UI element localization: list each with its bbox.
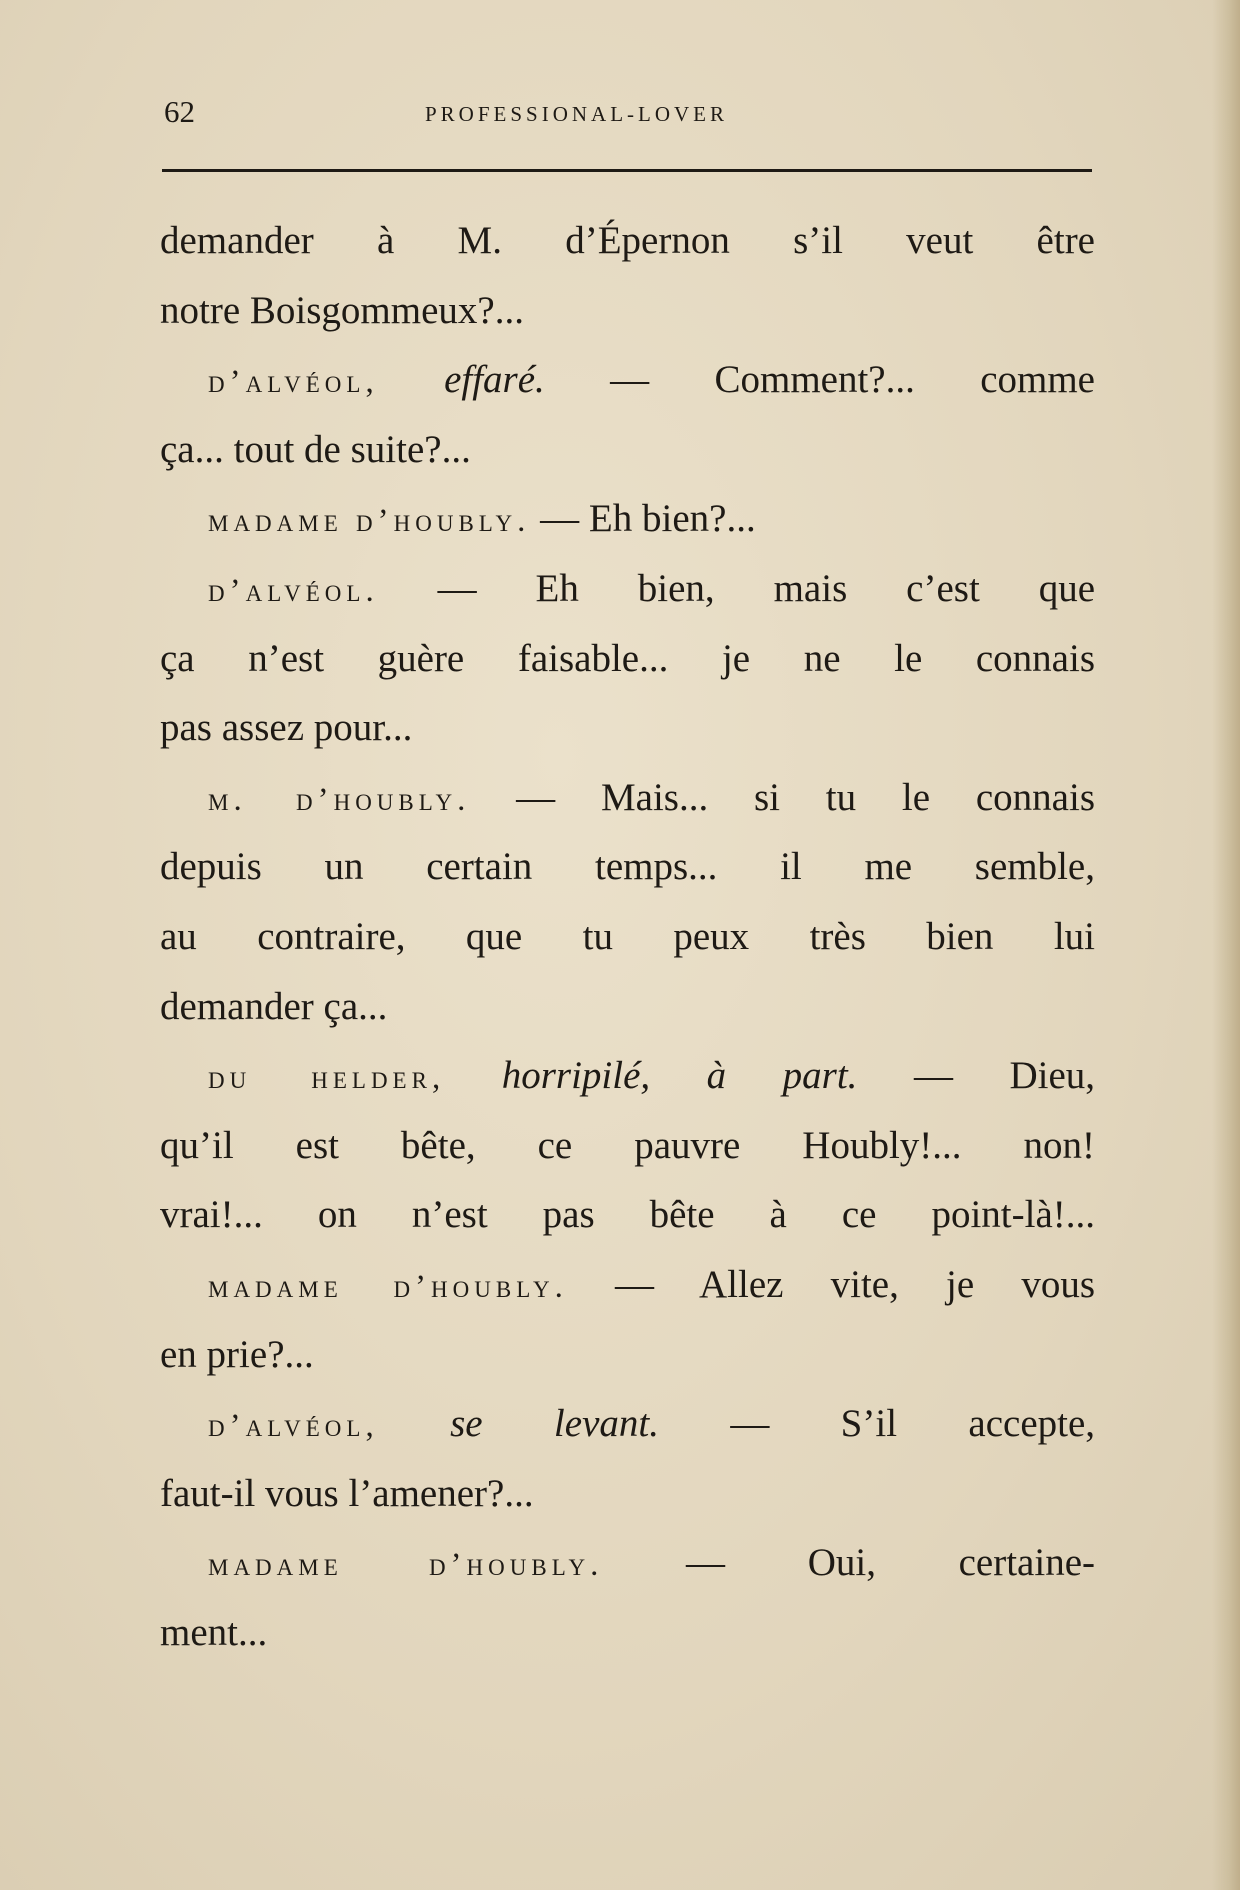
line-text: demander à M. d’Épernon s’il veut être <box>160 219 1095 262</box>
text-line <box>160 276 1095 346</box>
stage-direction: horripilé, à part. <box>501 1054 858 1098</box>
text-line <box>160 206 1095 276</box>
text-line <box>160 1459 1095 1529</box>
text-block <box>160 206 1095 1667</box>
speech-line <box>160 1528 1095 1598</box>
line-text: ça n’est guère faisable... je ne le connais <box>160 636 1095 680</box>
speech-line <box>160 484 1095 554</box>
line-text: en prie?... <box>160 1332 314 1376</box>
line-text: — Eh bien, mais c’est que <box>437 566 1096 610</box>
text-line <box>160 972 1095 1042</box>
line-text: — Eh bien?... <box>540 497 756 541</box>
text-line <box>160 1598 1095 1668</box>
text-line <box>160 415 1095 485</box>
line-text: faut-il vous l’amener?... <box>160 1471 534 1515</box>
header-rule <box>162 169 1092 172</box>
text-line <box>160 1320 1095 1390</box>
line-text: ça... tout de suite?... <box>160 427 471 471</box>
speaker-name: d’alvéol, <box>208 1408 379 1445</box>
speaker-name: d’alvéol, <box>208 364 379 401</box>
speaker-name: du helder, <box>208 1060 446 1097</box>
speech-line <box>160 1250 1095 1320</box>
text-line <box>160 902 1095 972</box>
line-text: ment... <box>160 1610 268 1654</box>
running-head <box>160 92 1090 132</box>
running-title: PROFESSIONAL-LOVER <box>425 102 729 126</box>
line-text: — Comment?... comme <box>610 358 1095 402</box>
text-line <box>160 693 1095 763</box>
line-text: pas assez pour... <box>160 706 413 750</box>
line-text: demander ça... <box>160 984 388 1028</box>
page-number: 62 <box>164 94 195 129</box>
line-text: qu’il est bête, ce pauvre Houbly!... non! <box>160 1123 1095 1167</box>
line-text: au contraire, que tu peux très bien lui <box>160 914 1095 958</box>
speaker-name: madame d’houbly. <box>208 1547 604 1584</box>
text-line <box>160 624 1095 694</box>
speech-line <box>160 763 1095 833</box>
speech-line <box>160 345 1095 415</box>
stage-direction: se levant. <box>450 1402 659 1446</box>
line-text: — Allez vite, je vous <box>615 1262 1096 1306</box>
speech-line <box>160 1389 1095 1459</box>
speaker-name: d’alvéol. <box>208 572 379 609</box>
line-text: — Dieu, <box>913 1054 1096 1098</box>
stage-direction: effaré. <box>444 358 545 402</box>
speech-line <box>160 1041 1095 1111</box>
speech-line <box>160 554 1095 624</box>
line-text: vrai!... on n’est pas bête à ce point-là!... <box>160 1193 1095 1237</box>
speaker-name: madame d’houbly. <box>208 1268 568 1305</box>
speaker-name: m. d’houbly. <box>208 781 471 818</box>
line-text: — S’il accepte, <box>730 1402 1096 1446</box>
speaker-name: madame d’houbly. <box>208 503 531 540</box>
line-text: — Oui, certaine- <box>686 1541 1095 1585</box>
page-edge-shadow <box>1212 0 1240 1890</box>
line-text: — Mais... si tu le connais <box>516 775 1095 819</box>
line-text: notre Boisgommeux?... <box>160 288 524 332</box>
text-line <box>160 832 1095 902</box>
text-line <box>160 1111 1095 1181</box>
text-line <box>160 1180 1095 1250</box>
line-text: depuis un certain temps... il me semble, <box>160 845 1095 889</box>
